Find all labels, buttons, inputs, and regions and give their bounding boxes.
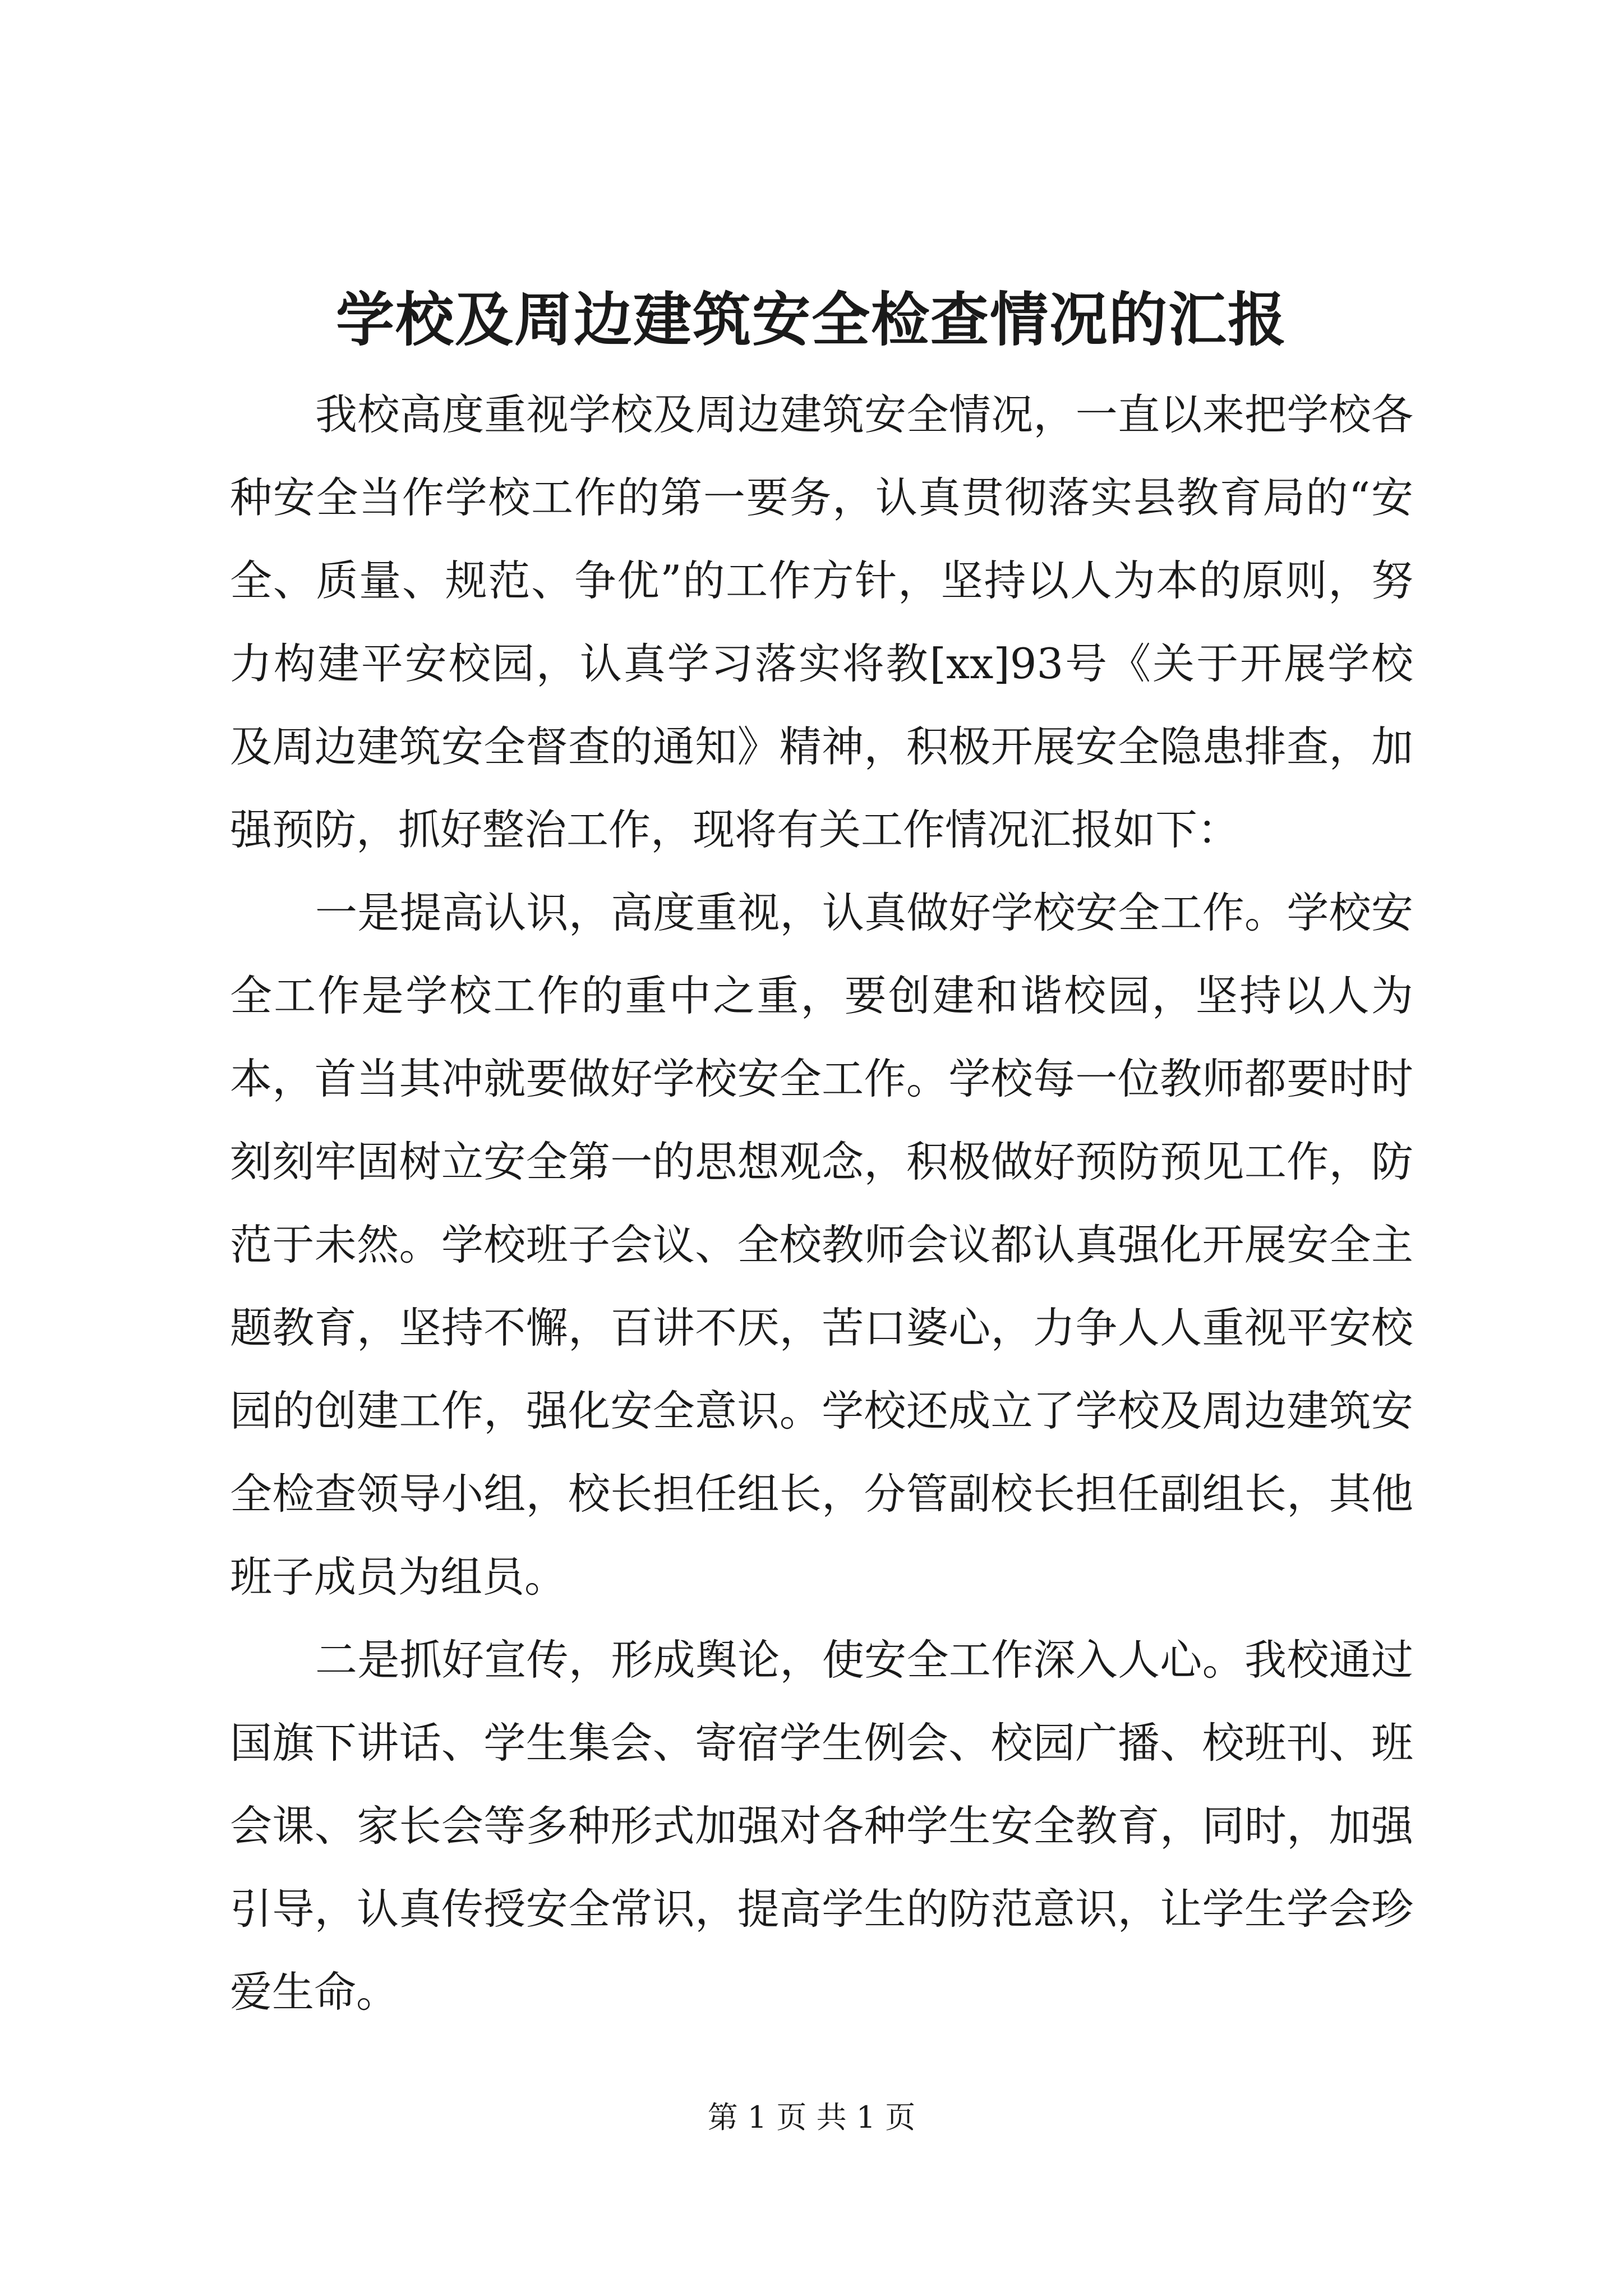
paragraph-point-two: 二是抓好宣传，形成舆论，使安全工作深入人心。我校通过国旗下讲话、学生集会、寄宿学生例会、校园广播、校班刊、班会课、家长会等多种形式加强对各种学生安全教育，同时，加强引导，认真传授安全常识，提高学生的防范意识，让学生学会珍爱生命。 [230, 1635, 1413, 2017]
paragraph-point-one: 一是提高认识，高度重视，认真做好学校安全工作。学校安全工作是学校工作的重中之重，要创建和谐校园，坚持以人为本，首当其冲就要做好学校安全工作。学校每一位教师都要时时刻刻牢固树立安全第一的思想观念，积极做好预防预见工作，防范于未然。学校班子会议、全校教师会议都认真强化开展安全主题教育，坚持不懈，百讲不厌，苦口婆心，力争人人重视平安校园的创建工作，强化安全意识。学校还成立了学校及周边建筑安全检查领导小组，校长担任组长，分管副校长担任副组长，其他班子成员为组员。 [230, 888, 1413, 1602]
paragraph-intro: 我校高度重视学校及周边建筑安全情况，一直以来把学校各种安全当作学校工作的第一要务，认真贯彻落实县教育局的“安全、质量、规范、争优”的工作方针，坚持以人为本的原则，努力构建平安校园，认真学习落实将教[xx]93号《关于开展学校及周边建筑安全督查的通知》精神，积极开展安全隐患排查，加强预防，抓好整治工作，现将有关工作情况汇报如下： [230, 390, 1413, 854]
page-footer: 第 1 页 共 1 页 [707, 2100, 916, 2135]
document-body [230, 373, 1413, 2033]
document-title: 学校及周边建筑安全检查情况的汇报 [335, 285, 1287, 354]
